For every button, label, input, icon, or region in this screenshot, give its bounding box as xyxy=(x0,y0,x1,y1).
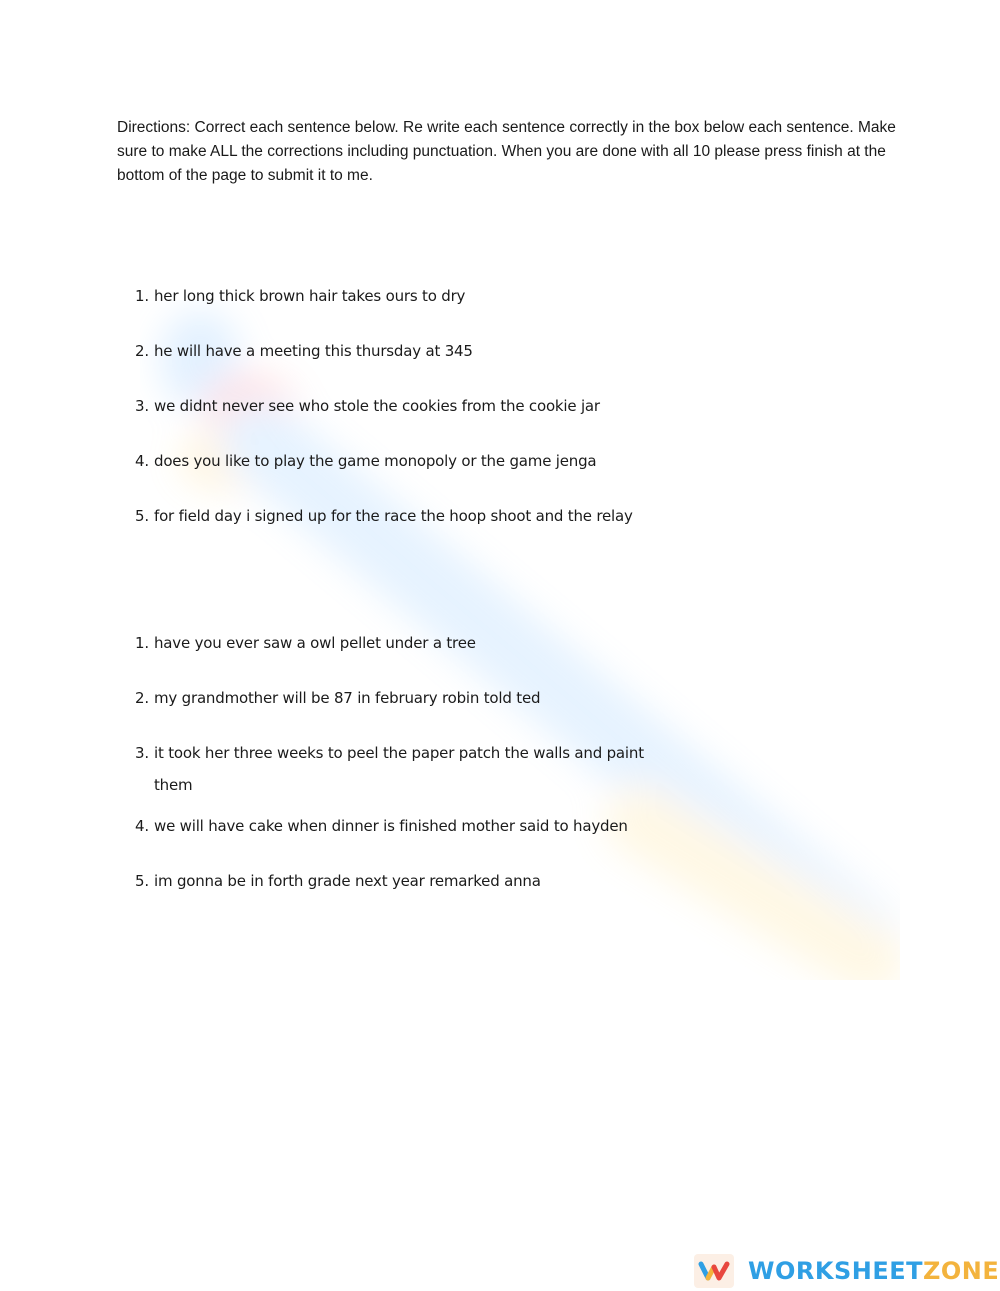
worksheetzone-w-logo-icon xyxy=(694,1254,734,1288)
sentence-text: we didnt never see who stole the cookies from the cookie jar xyxy=(154,397,600,415)
sentence-number: 1. xyxy=(135,634,149,652)
sentence-text: her long thick brown hair takes ours to dry xyxy=(154,287,466,305)
sentence-text: we will have cake when dinner is finished mother said to hayden xyxy=(154,817,628,835)
sentence-item xyxy=(135,737,644,801)
sentence-item xyxy=(135,280,465,312)
sentence-number: 2. xyxy=(135,689,149,707)
sentence-text: my grandmother will be 87 in february robin told ted xyxy=(154,689,541,707)
sentence-text: does you like to play the game monopoly or the game jenga xyxy=(154,452,597,470)
sentence-item xyxy=(135,335,473,367)
directions-text: Directions: Correct each sentence below. Re write each sentence correctly in the box below each sentence. Make sure to make ALL the corrections including punctuation. When you are done with all 10 please press finish at the bottom of the page to submit it to me. xyxy=(117,119,896,184)
sentence-item xyxy=(135,445,596,477)
sentence-text: have you ever saw a owl pellet under a tree xyxy=(154,634,476,652)
sentence-number: 1. xyxy=(135,287,149,305)
sentence-item xyxy=(135,682,540,714)
sentence-number: 3. xyxy=(135,744,149,762)
sentence-item xyxy=(135,627,476,659)
brand-name-part1: WORKSHEET xyxy=(748,1257,923,1285)
sentence-number: 5. xyxy=(135,872,149,890)
sentence-text: it took her three weeks to peel the paper patch the walls and paint xyxy=(154,744,644,762)
sentence-text: for field day i signed up for the race the hoop shoot and the relay xyxy=(154,507,633,525)
sentence-continuation: them xyxy=(154,776,193,794)
sentence-text: he will have a meeting this thursday at 345 xyxy=(154,342,473,360)
sentence-item xyxy=(135,500,633,532)
sentence-item xyxy=(135,810,628,842)
sentence-item xyxy=(135,390,600,422)
sentence-number: 3. xyxy=(135,397,149,415)
sentence-number: 2. xyxy=(135,342,149,360)
sentence-number: 4. xyxy=(135,817,149,835)
worksheetzone-wordmark xyxy=(748,1254,999,1288)
sentence-text: im gonna be in forth grade next year remarked anna xyxy=(154,872,541,890)
sentence-number: 5. xyxy=(135,507,149,525)
sentence-item xyxy=(135,865,541,897)
sentence-number: 4. xyxy=(135,452,149,470)
brand-name-part2: ZONE xyxy=(922,1257,1000,1285)
worksheetzone-logo[interactable] xyxy=(694,1253,999,1289)
